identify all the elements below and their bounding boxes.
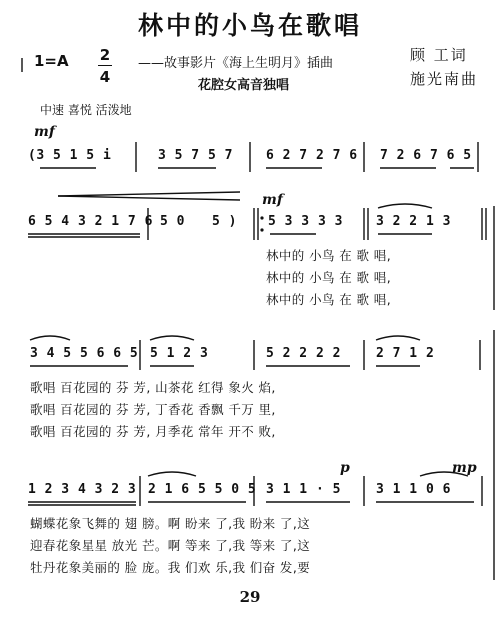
repeat-dot-top: [260, 216, 263, 219]
lyric-row4-verse1: 蝴蝶花象飞舞的 翅 膀。啊 盼来 了,我 盼来 了,这: [30, 516, 311, 531]
song-title: 林中的小鸟在歌唱: [137, 11, 362, 40]
lyric-row4-verse2: 迎春花象星星 放光 芒。啊 等来 了,我 等来 了,这: [30, 538, 311, 553]
time-signature-top: 2: [99, 46, 111, 64]
lyric-row2-verse1: 林中的 小鸟 在 歌 唱,: [266, 248, 392, 263]
lyric-row3-verse3: 歌唱 百花园的 芬 芳, 月季花 常年 开不 败,: [30, 424, 276, 439]
dynamic-mp: mp: [452, 460, 477, 476]
row3-slur-2: [150, 336, 194, 340]
row3-measure-1: 3 4 5 5 6 6 5: [30, 346, 139, 361]
row3-measure-2: 5 1 2 3: [150, 346, 209, 361]
lyricist-credit: 顾 工词: [410, 46, 468, 64]
row4-measure-2: 2 1 6 5 5 0 5: [148, 482, 257, 497]
row3-measure-4: 2 7 1 2: [376, 346, 435, 361]
row2-slur: [378, 204, 432, 208]
row2-measure-1: 6 5 4 3 2 1 7 6: [28, 214, 153, 229]
row1-measure-3: 6 2 7 2 7 6: [266, 148, 358, 163]
row3-measure-3: 5 2 2 2 2: [266, 346, 341, 361]
row2-measure-3: 5 ): [212, 214, 237, 229]
dynamic-mf-intro: mf: [34, 124, 55, 140]
page-number: 29: [239, 588, 261, 606]
lyric-row2-verse2: 林中的 小鸟 在 歌 唱,: [266, 270, 392, 285]
row4-slur-1: [148, 472, 196, 476]
subtitle: ——故事影片《海上生明月》插曲: [138, 56, 334, 71]
row2-measure-4: 5 3 3 3 3: [268, 214, 343, 229]
row1-measure-2: 3 5 7 5 7: [158, 148, 233, 163]
hairpin-bottom: [58, 196, 240, 200]
lyric-row4-verse3: 牡丹花象美丽的 脸 庞。我 们欢 乐,我 们奋 发,要: [30, 560, 311, 575]
lyric-row3-verse2: 歌唱 百花园的 芬 芳, 丁香花 香飘 千万 里,: [30, 402, 276, 417]
lyric-row3-verse1: 歌唱 百花园的 芬 芳, 山茶花 红得 象火 焰,: [30, 380, 276, 395]
time-signature-bottom: 4: [99, 68, 111, 86]
row3-slur-1: [30, 336, 70, 340]
row1-measure-4: 7 2 6 7 6 5: [380, 148, 472, 163]
row4-measure-3: 3 1 1 · 5: [266, 482, 341, 497]
row2-measure-2: 5 0: [160, 214, 185, 229]
row4-measure-4: 3 1 1 0 6: [376, 482, 451, 497]
composer-credit: 施光南曲: [410, 70, 479, 88]
row3-slur-3: [376, 336, 420, 340]
dynamic-mf-vocal: mf: [262, 192, 283, 208]
row2-measure-5: 3 2 2 1 3: [376, 214, 451, 229]
hairpin-top: [58, 192, 240, 196]
tempo-marking: 中速 喜悦 活泼地: [40, 103, 132, 117]
dynamic-p: p: [340, 460, 350, 476]
row4-slur-2: [420, 472, 468, 476]
lyric-row2-verse3: 林中的 小鸟 在 歌 唱,: [266, 292, 392, 307]
performance-note: 花腔女高音独唱: [198, 78, 290, 93]
row1-measure-1: (3 5 1 5 i: [28, 148, 112, 163]
key-signature-text: 1=A: [34, 52, 69, 70]
repeat-dot-bottom: [260, 228, 263, 231]
row4-measure-1: 1 2 3 4 3 2 3: [28, 482, 137, 497]
